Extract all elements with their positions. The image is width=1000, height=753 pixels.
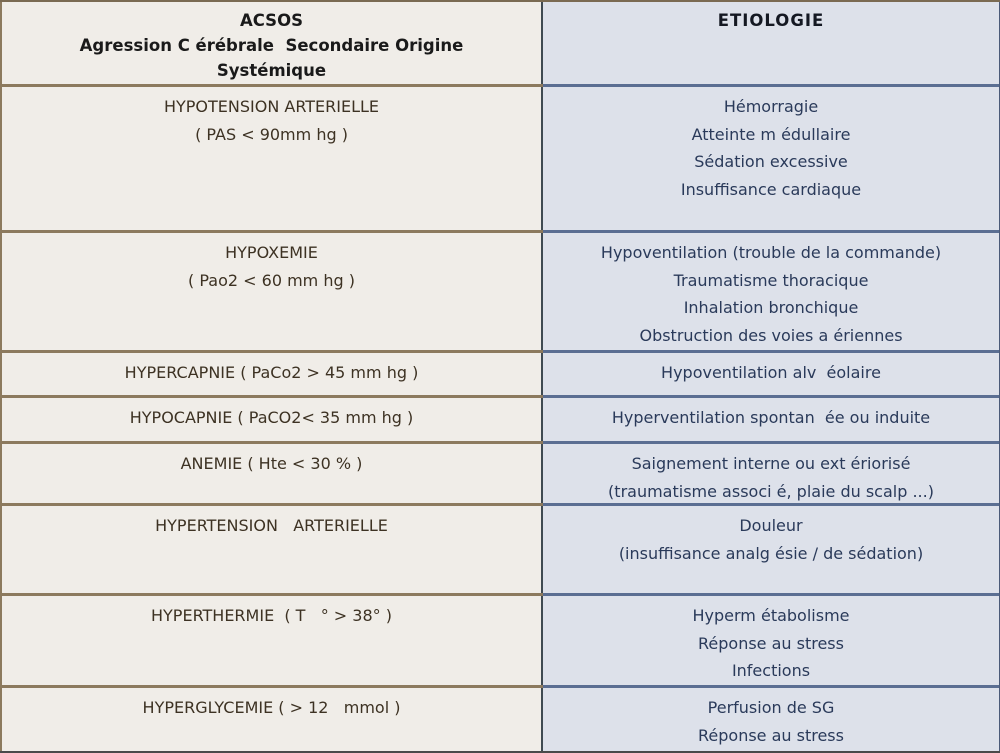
etiologie-cell bbox=[543, 395, 1000, 441]
acsos-cell bbox=[0, 596, 543, 685]
etiology-item: Hypoventilation alv éolaire bbox=[661, 363, 881, 382]
etiologie-cell bbox=[543, 84, 1000, 230]
etiology-item: Traumatisme thoracique bbox=[673, 270, 869, 290]
etiology-item: Insuffisance cardiaque bbox=[680, 179, 862, 199]
etiology-item: Sédation excessive bbox=[694, 152, 848, 171]
etiology-item: Perfusion de SG bbox=[707, 698, 835, 717]
etiology-item: Douleur bbox=[739, 516, 803, 535]
etiology-item: Hyperm étabolisme bbox=[692, 606, 850, 625]
table-row bbox=[0, 350, 1000, 395]
table-row bbox=[0, 685, 1000, 753]
acsos-name: HYPERTHERMIE ( T ° > 38° ) bbox=[151, 606, 392, 625]
acsos-name: HYPOCAPNIE ( PaCO2< 35 mm hg ) bbox=[129, 408, 414, 427]
acsos-name: HYPOXEMIE bbox=[225, 243, 318, 262]
acsos-name: HYPERCAPNIE ( PaCo2 > 45 mm hg ) bbox=[124, 363, 419, 382]
header-etiologie bbox=[543, 2, 1000, 84]
etiology-item: Hypoventilation (trouble de la commande) bbox=[600, 243, 942, 262]
etiology-item: Obstruction des voies a ériennes bbox=[639, 325, 903, 345]
acsos-cell bbox=[0, 398, 543, 441]
etiology-item: (traumatisme associ é, plaie du scalp ...) bbox=[608, 481, 934, 501]
acsos-cell bbox=[0, 233, 543, 350]
table-row bbox=[0, 593, 1000, 685]
etiology-item: Inhalation bronchique bbox=[683, 298, 859, 317]
etiology-item: Réponse au stress bbox=[698, 633, 844, 653]
table-header-row bbox=[0, 2, 1000, 84]
acsos-cell bbox=[0, 506, 543, 593]
header-etiologie-title: ETIOLOGIE bbox=[717, 11, 825, 30]
etiology-item: Réponse au stress bbox=[698, 725, 844, 745]
table-row bbox=[0, 395, 1000, 441]
acsos-cell bbox=[0, 688, 543, 751]
acsos-cell bbox=[0, 444, 543, 503]
acsos-cell bbox=[0, 353, 543, 395]
acsos-cell bbox=[0, 87, 543, 230]
acsos-name: ANEMIE ( Hte < 30 % ) bbox=[180, 454, 363, 473]
acsos-threshold: ( Pao2 < 60 mm hg ) bbox=[188, 270, 355, 290]
etiologie-cell bbox=[543, 350, 1000, 395]
table-row bbox=[0, 230, 1000, 350]
table-row bbox=[0, 84, 1000, 230]
header-acsos-subtitle-1: Agression C érébrale Secondaire Origine bbox=[79, 36, 464, 55]
acsos-name: HYPERGLYCEMIE ( > 12 mmol ) bbox=[142, 698, 401, 717]
etiologie-cell bbox=[543, 503, 1000, 593]
acsos-threshold: ( PAS < 90mm hg ) bbox=[195, 124, 348, 144]
etiology-item: Hémorragie bbox=[723, 97, 819, 116]
header-acsos-subtitle-2: Systémique bbox=[216, 61, 327, 80]
table-row bbox=[0, 441, 1000, 503]
etiology-item: Saignement interne ou ext ériorisé bbox=[631, 454, 911, 473]
table-row bbox=[0, 503, 1000, 593]
etiologie-cell bbox=[543, 441, 1000, 503]
etiologie-cell bbox=[543, 685, 1000, 751]
etiologie-cell bbox=[543, 593, 1000, 685]
etiology-item: Infections bbox=[731, 661, 811, 680]
header-acsos-title: ACSOS bbox=[240, 11, 303, 30]
etiology-item: (insuffisance analg ésie / de sédation) bbox=[618, 543, 924, 563]
header-acsos bbox=[0, 2, 543, 84]
acsos-name: HYPOTENSION ARTERIELLE bbox=[163, 97, 380, 116]
etiologie-cell bbox=[543, 230, 1000, 350]
etiology-item: Hyperventilation spontan ée ou induite bbox=[611, 408, 931, 427]
etiology-item: Atteinte m édullaire bbox=[691, 124, 851, 144]
acsos-name: HYPERTENSION ARTERIELLE bbox=[155, 516, 388, 535]
